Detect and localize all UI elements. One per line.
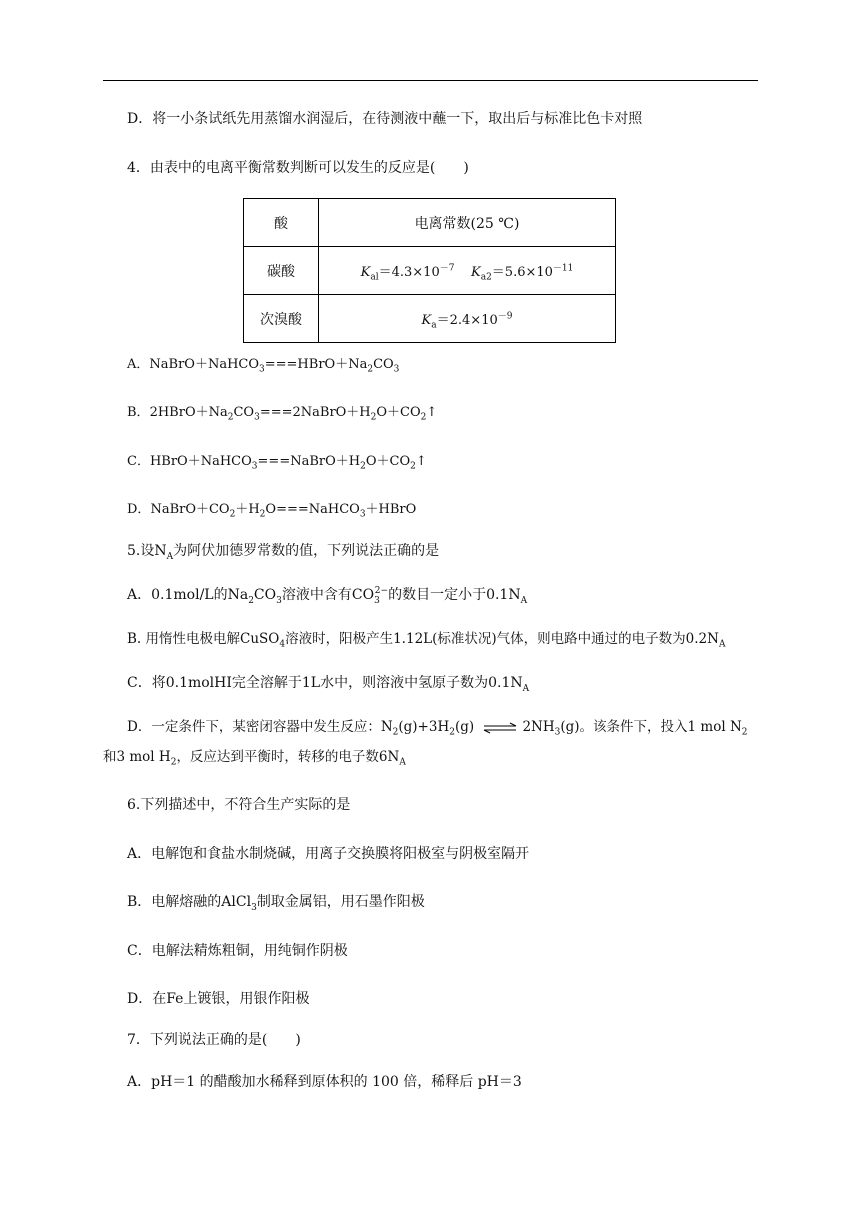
q4-stem: 4．由表中的电离平衡常数判断可以发生的反应是( ) — [127, 160, 469, 176]
table-cell-acid: 碳酸 — [244, 247, 319, 295]
q7-stem: 7．下列说法正确的是( ) — [127, 1032, 301, 1048]
option-text: 将一小条试纸先用蒸馏水润湿后，在待测液中蘸一下，取出后与标准比色卡对照 — [152, 111, 643, 127]
q5-stem: 5.设$N_A$为阿伏加德罗常数的值，下列说法正确的是 — [127, 543, 440, 562]
q6-option-c: C．电解法精炼粗铜，用纯铜作阴极 — [127, 943, 348, 959]
q5-option-d: D．一定条件下，某密闭容器中发生反应：$N_2(g)+3H_2(g)$ $2NH_3(g)$。该条件下，投入1 mol $N_2$ — [127, 719, 748, 738]
table-row — [244, 247, 616, 295]
q6-option-d: D．在Fe上镀银，用银作阳极 — [127, 991, 310, 1007]
q6-stem: 6.下列描述中，不符合生产实际的是 — [127, 797, 351, 813]
q7-option-a: A．pH＝1 的醋酸加水稀释到原体积的 100 倍，稀释后 pH＝3 — [127, 1074, 522, 1090]
q4-option-c: C．$HBrO+NaHCO_3===NaBrO+H_2O+CO_2↑$ — [127, 454, 427, 472]
reversible-arrow-icon — [480, 722, 520, 734]
q6-option-b: B．电解熔融的AlCl$_3$制取金属铝，用石墨作阳极 — [127, 894, 425, 913]
q6-option-a: A．电解饱和食盐水制烧碱，用离子交换膜将阳极室与阴极室隔开 — [127, 846, 530, 862]
table-row — [244, 295, 616, 343]
option-label: D． — [127, 111, 153, 127]
q4-option-b: B．$2HBrO+Na_2CO_3===2NaBrO+H_2O+CO_2↑$ — [127, 405, 438, 423]
table-cell-acid: 次溴酸 — [244, 295, 319, 343]
q5-option-a: A．0.1mol/L的$Na_2CO_3$溶液中含有$CO_3^{2-}$的数目一定小于$0.1N_A$ — [127, 586, 528, 606]
table-cell-constant: $K_a=2.4\times 10^{-9}$ — [319, 295, 616, 343]
q5-option-b: B. 用惰性电极电解CuSO$_4$溶液时，阳极产生1.12L(标准状况)气体，则电路中通过的电子数为$0.2N_A$ — [127, 631, 726, 650]
ionization-constant-table — [243, 198, 616, 343]
q3-option-d — [127, 110, 642, 128]
table-header-constant: 电离常数(25 ℃) — [319, 199, 616, 247]
q4-option-a: A．$NaBrO+NaHCO_3===HBrO+Na_2CO_3$ — [127, 357, 400, 375]
header-rule — [103, 80, 758, 81]
table-cell-constant: $K_{al}=4.3\times 10^{-7}$ $K_{a2}=5.6\times 10^{-11}$ — [319, 247, 616, 295]
table-row — [244, 199, 616, 247]
table-header-acid: 酸 — [244, 199, 319, 247]
q5-option-d-continued: 和3 mol $H_2$，反应达到平衡时，转移的电子数$6N_A$ — [103, 749, 406, 768]
q5-option-c: C．将0.1molHI完全溶解于1L水中，则溶液中氢原子数为$0.1N_A$ — [127, 675, 530, 694]
q4-option-d: D．$NaBrO+CO_2+H_2O===NaHCO_3+HBrO$ — [127, 502, 417, 520]
